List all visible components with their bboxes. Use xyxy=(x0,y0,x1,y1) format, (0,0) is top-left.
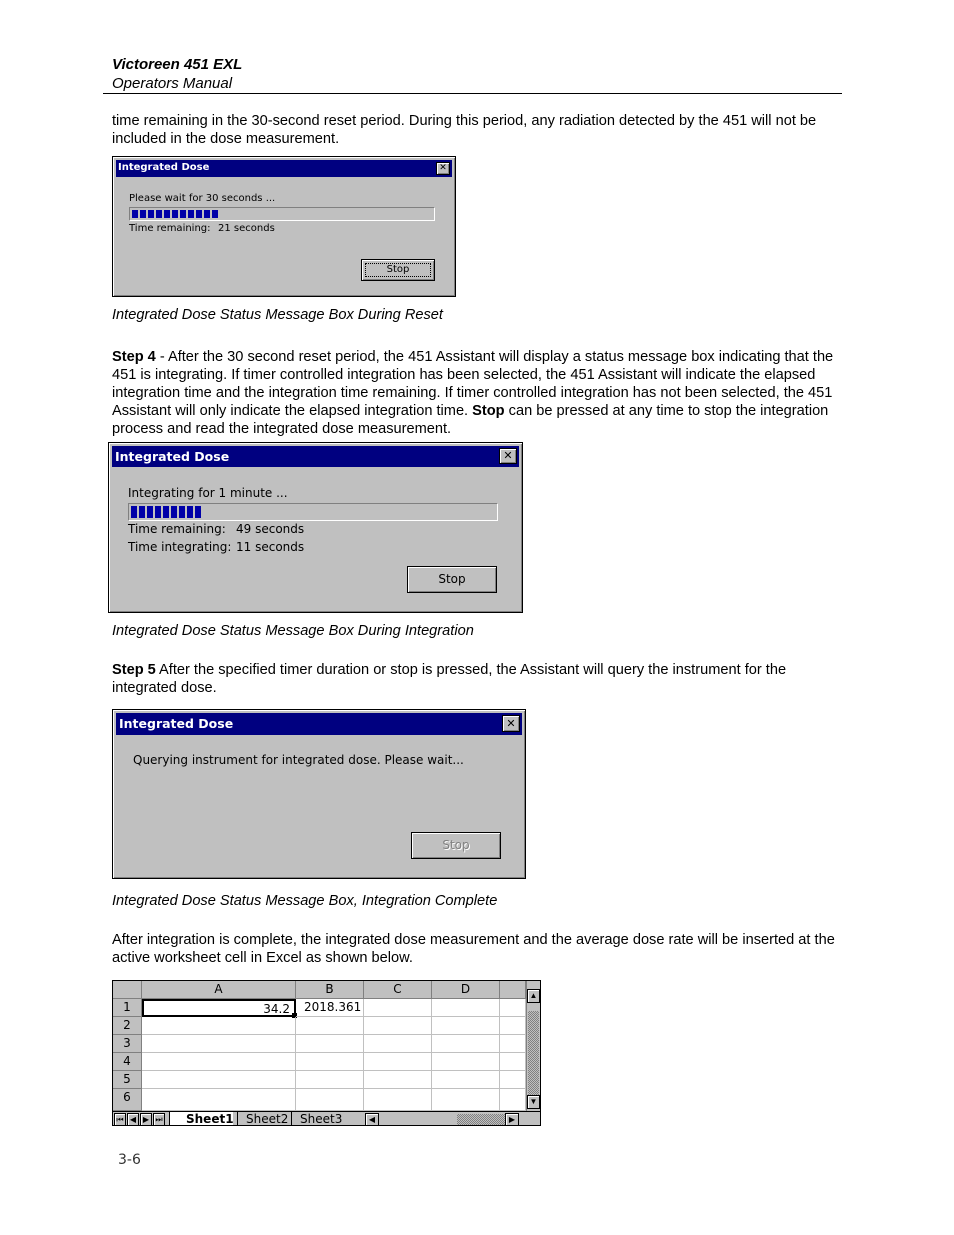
column-header-c[interactable]: C xyxy=(364,981,432,999)
vertical-scrollbar[interactable] xyxy=(526,981,540,1111)
select-all-corner[interactable] xyxy=(113,981,142,999)
cell-b1[interactable]: 2018.361 xyxy=(296,999,364,1017)
cell-c1[interactable] xyxy=(364,999,432,1017)
cell-d5[interactable] xyxy=(432,1071,500,1089)
dialog-querying-message: Querying instrument for integrated dose. Please wait... xyxy=(133,753,464,767)
paragraph-reset-intro: time remaining in the 30-second reset period. During this period, any radiation detected by the 451 will not be included in the dose measurement. xyxy=(112,113,817,147)
paragraph-step5 xyxy=(112,661,844,697)
header-rule xyxy=(103,93,842,94)
dialog-integrating-title: Integrated Dose xyxy=(115,449,230,464)
step4-label: Step 4 xyxy=(112,349,156,365)
scroll-down-icon[interactable]: ▼ xyxy=(527,1095,540,1109)
prev-sheet-icon[interactable]: ◀ xyxy=(127,1113,139,1126)
dialog-reset-progress-bar xyxy=(129,207,435,221)
dialog-reset-remaining-value: 21 seconds xyxy=(218,223,275,234)
cell-d4[interactable] xyxy=(432,1053,500,1071)
cell-a2[interactable] xyxy=(142,1017,296,1035)
cell-a3[interactable] xyxy=(142,1035,296,1053)
dialog-integrating-message: Integrating for 1 minute ... xyxy=(128,486,288,500)
tab-split-icon[interactable]: ◀ xyxy=(365,1113,379,1126)
tab-sheet3[interactable]: Sheet3 xyxy=(291,1112,351,1126)
last-sheet-icon[interactable]: ⏭ xyxy=(153,1113,165,1126)
dialog-reset-message: Please wait for 30 seconds ... xyxy=(129,193,276,204)
dialog-querying-title: Integrated Dose xyxy=(119,716,234,731)
cell-a1[interactable]: 34.2 xyxy=(142,999,296,1017)
cell-a5[interactable] xyxy=(142,1071,296,1089)
step5-text: After the specified timer duration or stop is pressed, the Assistant will query the instrument for the integrated dose. xyxy=(112,662,787,696)
column-header-a[interactable]: A xyxy=(142,981,296,999)
tab-sheet2[interactable]: Sheet2 xyxy=(237,1112,295,1126)
stop-button-disabled: Stop xyxy=(411,832,501,859)
row-header-2[interactable]: 2 xyxy=(113,1017,142,1035)
page-number: 3-6 xyxy=(118,1152,141,1168)
paragraph-after-integration: After integration is complete, the integrated dose measurement and the average dose rate will be inserted at the active worksheet cell in Excel as shown below. xyxy=(112,932,835,966)
row-header-5[interactable]: 5 xyxy=(113,1071,142,1089)
cell-e6[interactable] xyxy=(500,1089,526,1111)
cell-c2[interactable] xyxy=(364,1017,432,1035)
dialog-integrating-remaining-label: Time remaining: xyxy=(128,522,226,536)
step5-label: Step 5 xyxy=(112,662,156,678)
step4-text-a: - After the 30 second reset period, the 451 Assistant will display a status message box indicating that the 451 is integrating. If timer controlled integration has been selected, the 451 Assistant will indicate the elapsed integration time and the integration time remaining. If timer controlled integration has not been selected, the 451 Assistant will only indicate the elapsed integration time. xyxy=(112,349,834,419)
cell-b6[interactable] xyxy=(296,1089,364,1111)
scroll-up-icon[interactable]: ▲ xyxy=(527,989,540,1003)
cell-a6[interactable] xyxy=(142,1089,296,1111)
cell-e2[interactable] xyxy=(500,1017,526,1035)
cell-b4[interactable] xyxy=(296,1053,364,1071)
paragraph-step4 xyxy=(112,348,844,438)
horizontal-scroll-track[interactable] xyxy=(457,1114,505,1126)
cell-d6[interactable] xyxy=(432,1089,500,1111)
scroll-right-icon[interactable]: ▶ xyxy=(505,1113,519,1126)
step4-text-b: can be pressed at any time to stop the integration process and read the integrated dose measurement. xyxy=(112,403,829,437)
dialog-integrating-elapsed-value: 11 seconds xyxy=(236,540,305,554)
document-title: Victoreen 451 EXL xyxy=(112,56,243,73)
row-header-6[interactable]: 6 xyxy=(113,1089,142,1111)
vertical-scroll-track[interactable] xyxy=(528,1011,539,1095)
row-header-4[interactable]: 4 xyxy=(113,1053,142,1071)
stop-button[interactable]: Stop xyxy=(407,566,497,593)
dialog-querying-titlebar[interactable] xyxy=(116,713,522,735)
dialog-reset-titlebar[interactable] xyxy=(116,160,452,177)
row-header-1[interactable]: 1 xyxy=(113,999,142,1017)
first-sheet-icon[interactable]: ⏮ xyxy=(114,1113,126,1126)
dialog-querying xyxy=(112,709,526,879)
dialog-integrating-progress-bar xyxy=(128,503,498,521)
dialog-reset-remaining-label: Time remaining: xyxy=(129,223,211,234)
sheet-tab-bar xyxy=(113,1111,541,1126)
cell-d1[interactable] xyxy=(432,999,500,1017)
close-icon[interactable]: ✕ xyxy=(502,715,520,732)
cell-e1[interactable] xyxy=(500,999,526,1017)
cell-e3[interactable] xyxy=(500,1035,526,1053)
cell-c5[interactable] xyxy=(364,1071,432,1089)
cell-e4[interactable] xyxy=(500,1053,526,1071)
cell-e5[interactable] xyxy=(500,1071,526,1089)
cell-c6[interactable] xyxy=(364,1089,432,1111)
dialog-integrating-remaining-value: 49 seconds xyxy=(236,522,305,536)
dialog-reset-title: Integrated Dose xyxy=(118,162,210,173)
dialog-reset-progress-fill xyxy=(132,210,219,218)
excel-worksheet xyxy=(112,980,541,1126)
document-subtitle: Operators Manual xyxy=(112,75,233,92)
cell-b3[interactable] xyxy=(296,1035,364,1053)
cell-a4[interactable] xyxy=(142,1053,296,1071)
column-header-d[interactable]: D xyxy=(432,981,500,999)
next-sheet-icon[interactable]: ▶ xyxy=(140,1113,152,1126)
caption-integrating: Integrated Dose Status Message Box During Integration xyxy=(112,623,474,639)
cell-c4[interactable] xyxy=(364,1053,432,1071)
caption-reset: Integrated Dose Status Message Box During Reset xyxy=(112,307,443,323)
close-icon[interactable]: ✕ xyxy=(436,162,450,175)
close-icon[interactable]: ✕ xyxy=(499,448,517,464)
dialog-integrating-elapsed-label: Time integrating: xyxy=(128,540,232,554)
cell-b5[interactable] xyxy=(296,1071,364,1089)
column-header-e[interactable] xyxy=(500,981,526,999)
cell-b2[interactable] xyxy=(296,1017,364,1035)
dialog-integrating xyxy=(108,442,523,613)
step4-stop-word: Stop xyxy=(472,403,505,419)
row-header-3[interactable]: 3 xyxy=(113,1035,142,1053)
dialog-integrating-progress-fill xyxy=(131,506,201,518)
caption-complete: Integrated Dose Status Message Box, Integration Complete xyxy=(112,893,498,909)
cell-d3[interactable] xyxy=(432,1035,500,1053)
tab-sheet1[interactable]: Sheet1 xyxy=(169,1112,233,1126)
column-header-b[interactable]: B xyxy=(296,981,364,999)
cell-c3[interactable] xyxy=(364,1035,432,1053)
stop-button[interactable]: Stop xyxy=(361,259,435,281)
dialog-integrating-titlebar[interactable] xyxy=(112,446,519,467)
dialog-reset xyxy=(112,156,456,297)
cell-d2[interactable] xyxy=(432,1017,500,1035)
